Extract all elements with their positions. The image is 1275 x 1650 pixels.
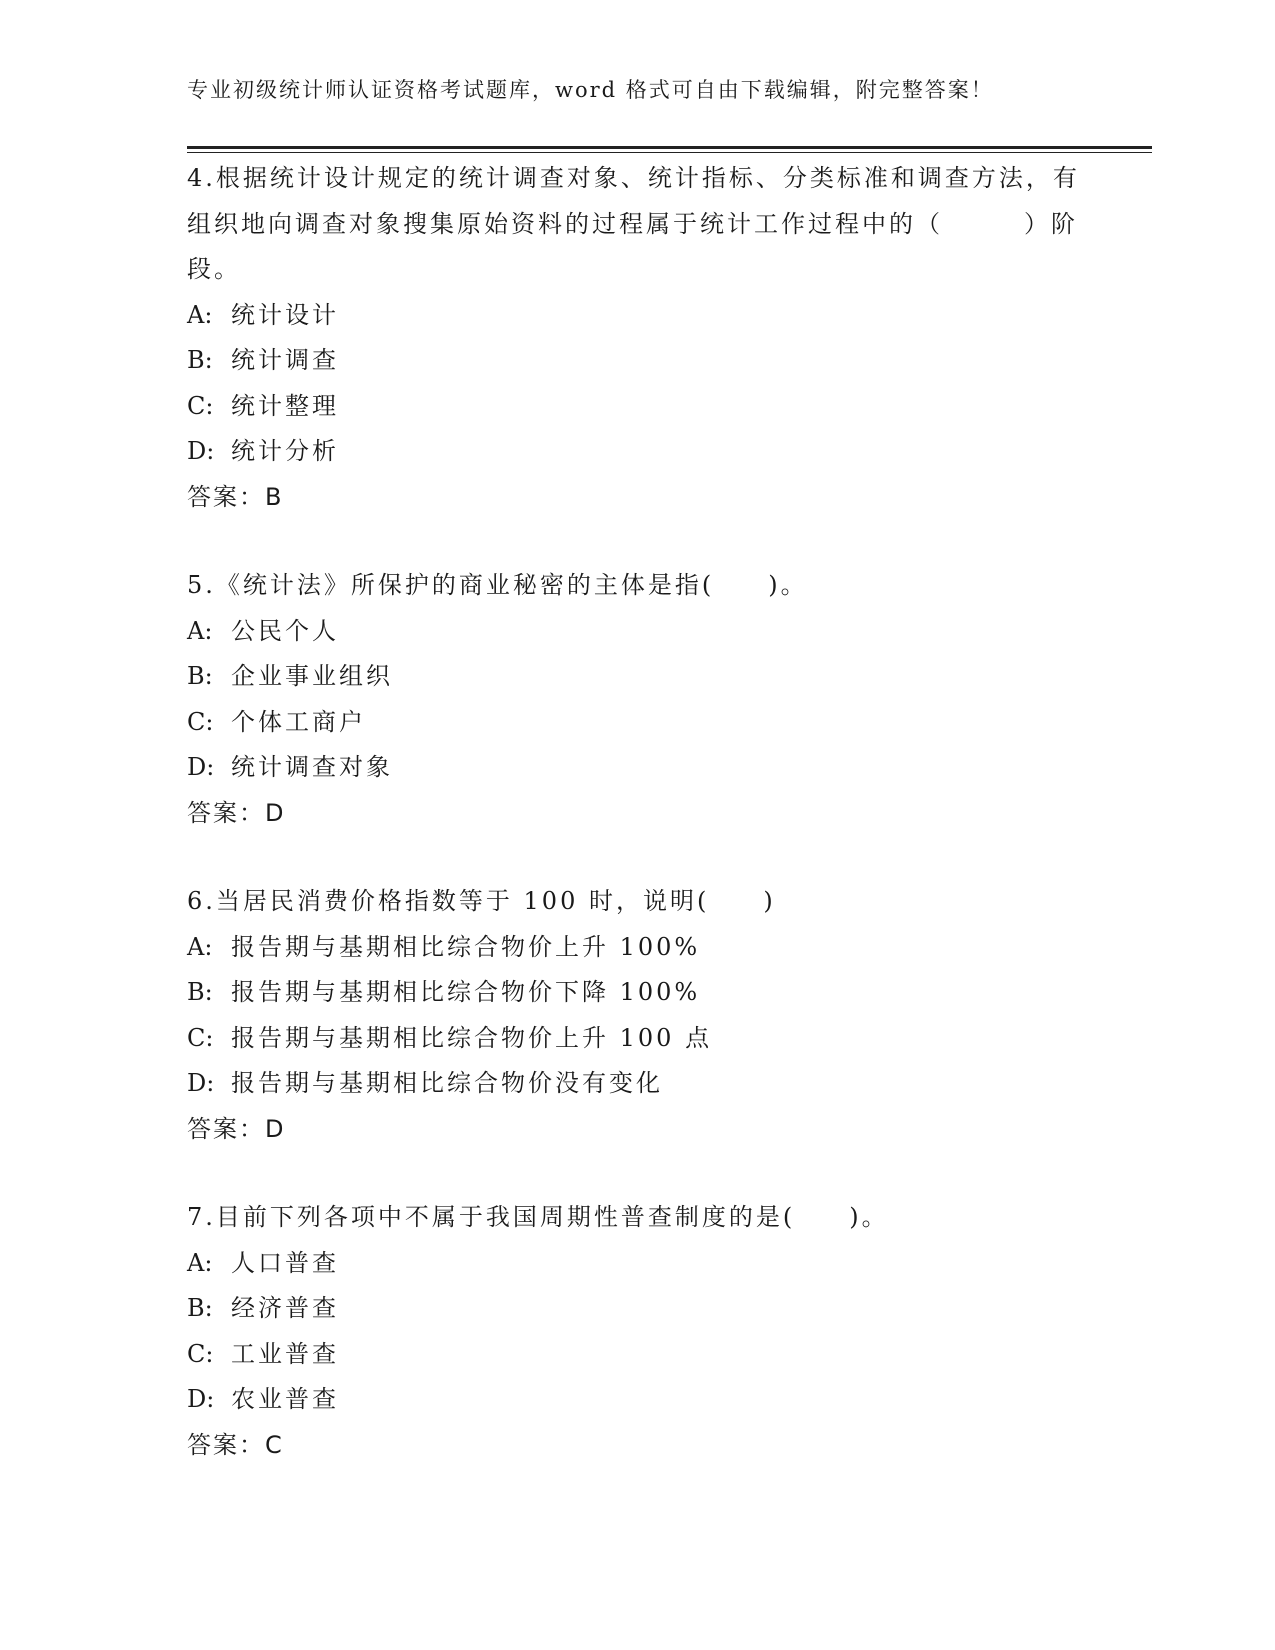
question-6 <box>187 879 1087 1152</box>
option-letter: A: <box>187 300 213 329</box>
option-letter: D: <box>187 753 215 781</box>
option-letter: B: <box>187 662 213 690</box>
option-letter: B: <box>187 1294 213 1322</box>
option-letter: C: <box>187 1023 214 1052</box>
option-letter: C: <box>187 1339 214 1368</box>
option-text: 统计整理 <box>231 391 339 420</box>
option-text: 报告期与基期相比综合物价上升 100 点 <box>231 1023 713 1052</box>
option-letter: D: <box>187 437 215 465</box>
answer-line: 答案：D <box>187 1114 286 1143</box>
option-text: 企业事业组织 <box>231 662 393 690</box>
option-a <box>187 609 1087 655</box>
option-a <box>187 925 1087 971</box>
option-b <box>187 1286 1087 1332</box>
option-d <box>187 1061 1087 1107</box>
question-stem: 4.根据统计设计规定的统计调查对象、统计指标、分类标准和调查方法，有组织地向调查对象搜集原始资料的过程属于统计工作过程中的（ ）阶段。 <box>187 164 1080 283</box>
question-4 <box>187 156 1087 520</box>
option-d <box>187 745 1087 791</box>
option-text: 公民个人 <box>231 616 339 645</box>
page-header: 专业初级统计师认证资格考试题库，word 格式可自由下载编辑，附完整答案！ <box>187 78 994 102</box>
option-letter: C: <box>187 391 214 420</box>
option-c <box>187 1016 1087 1062</box>
question-7 <box>187 1195 1087 1468</box>
option-text: 个体工商户 <box>231 707 366 736</box>
option-d <box>187 429 1087 475</box>
option-letter: A: <box>187 1248 213 1277</box>
option-text: 统计调查对象 <box>231 753 393 781</box>
option-c <box>187 384 1087 430</box>
option-letter: A: <box>187 932 213 961</box>
option-c <box>187 1332 1087 1378</box>
option-text: 报告期与基期相比综合物价上升 100% <box>231 932 701 961</box>
option-letter: D: <box>187 1385 215 1413</box>
option-text: 工业普查 <box>231 1339 339 1368</box>
question-stem: 6.当居民消费价格指数等于 100 时，说明( ) <box>187 887 776 915</box>
answer-line: 答案：D <box>187 798 286 827</box>
option-text: 报告期与基期相比综合物价没有变化 <box>231 1069 663 1097</box>
option-letter: B: <box>187 346 213 374</box>
option-letter: A: <box>187 616 213 645</box>
answer-line: 答案：C <box>187 1430 284 1459</box>
option-letter: D: <box>187 1069 215 1097</box>
option-b <box>187 970 1087 1016</box>
option-text: 统计分析 <box>231 437 339 465</box>
option-text: 报告期与基期相比综合物价下降 100% <box>231 978 701 1006</box>
question-5 <box>187 563 1087 836</box>
option-text: 统计设计 <box>231 300 339 329</box>
header-divider <box>187 146 1152 153</box>
option-text: 农业普查 <box>231 1385 339 1413</box>
option-text: 经济普查 <box>231 1294 339 1322</box>
question-list <box>187 156 1087 1511</box>
question-stem: 5.《统计法》所保护的商业秘密的主体是指( )。 <box>187 571 808 599</box>
option-b <box>187 338 1087 384</box>
question-stem: 7.目前下列各项中不属于我国周期性普查制度的是( )。 <box>187 1203 889 1231</box>
option-b <box>187 654 1087 700</box>
option-text: 人口普查 <box>231 1248 339 1277</box>
option-a <box>187 293 1087 339</box>
option-letter: B: <box>187 978 213 1006</box>
option-a <box>187 1241 1087 1287</box>
option-text: 统计调查 <box>231 346 339 374</box>
answer-line: 答案：B <box>187 482 284 511</box>
option-c <box>187 700 1087 746</box>
option-letter: C: <box>187 707 214 736</box>
option-d <box>187 1377 1087 1423</box>
